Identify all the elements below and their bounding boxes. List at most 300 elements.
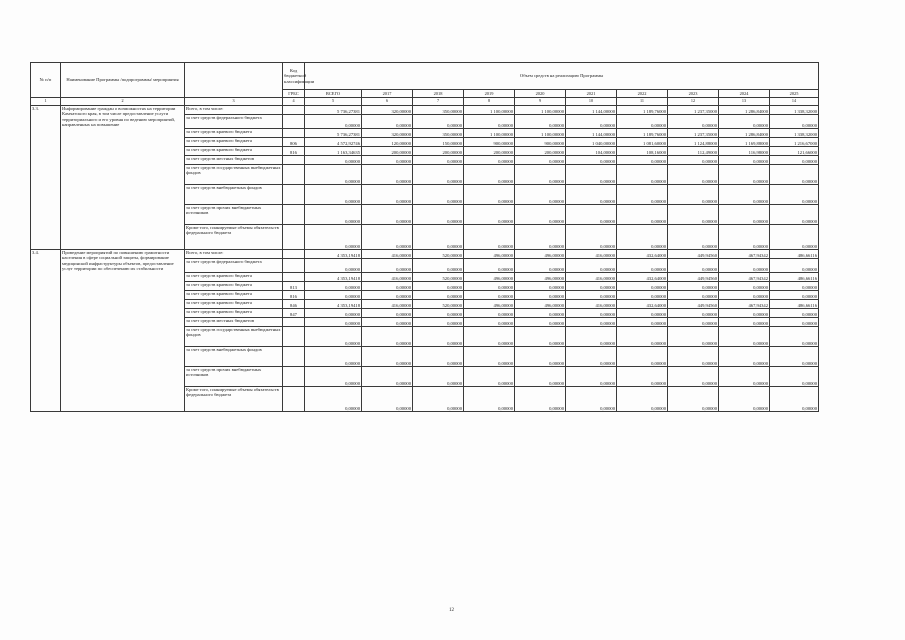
year-value-cell: 1 237,35000 — [668, 129, 719, 138]
header-num: № п/п — [31, 63, 61, 98]
year-value-cell: 0,00000 — [413, 156, 464, 165]
year-value-cell: 449,94560 — [668, 300, 719, 309]
year-value-cell: 0,00000 — [464, 259, 515, 273]
year-value-cell: 0,00000 — [617, 327, 668, 347]
year-value-cell: 1 286,84000 — [719, 106, 770, 115]
year-value-cell: 0,00000 — [719, 156, 770, 165]
year-value-cell: 200,00000 — [413, 147, 464, 156]
year-value-cell: 0,00000 — [515, 347, 566, 367]
year-value-cell: 0,00000 — [413, 115, 464, 129]
year-header: 2021 — [566, 90, 617, 98]
total-value-cell: 0,00000 — [305, 291, 362, 300]
year-value-cell: 0,00000 — [668, 347, 719, 367]
total-value-cell: 5 736,27381 — [305, 129, 362, 138]
year-value-cell: 200,00000 — [362, 147, 413, 156]
year-value-cell: 0,00000 — [515, 115, 566, 129]
year-value-cell: 0,00000 — [668, 387, 719, 412]
item-name: Проведение мероприятий по повышению грамотности населения в сфере социальной защиты, формирование медицинской инфраструктуры объектов, предоставление услуг территории по обеспечению их стабильности — [61, 250, 185, 412]
year-value-cell: 150,00000 — [413, 138, 464, 147]
total-value-cell: 0,00000 — [305, 165, 362, 185]
total-value-cell: 5 736,27381 — [305, 106, 362, 115]
year-value-cell: 0,00000 — [668, 205, 719, 225]
year-value-cell: 0,00000 — [464, 367, 515, 387]
year-value-cell: 0,00000 — [770, 225, 819, 250]
year-value-cell: 486,66116 — [770, 250, 819, 259]
year-value-cell: 0,00000 — [413, 205, 464, 225]
funding-source-label: Кроме того, планируемые объемы обязательств федерального бюджета — [185, 225, 283, 250]
year-value-cell: 0,00000 — [617, 291, 668, 300]
grbs-code — [283, 347, 305, 367]
year-value-cell: 0,00000 — [770, 347, 819, 367]
year-value-cell: 486,66116 — [770, 273, 819, 282]
grbs-code — [283, 156, 305, 165]
funding-source-label: за счет средств краевого бюджета — [185, 147, 283, 156]
year-value-cell: 0,00000 — [719, 367, 770, 387]
year-value-cell: 0,00000 — [362, 259, 413, 273]
year-value-cell: 496,00000 — [464, 273, 515, 282]
funding-source-label: за счет средств прочих внебюджетных источников — [185, 205, 283, 225]
year-value-cell: 1 100,00000 — [464, 106, 515, 115]
year-value-cell: 0,00000 — [566, 259, 617, 273]
year-value-cell: 0,00000 — [464, 347, 515, 367]
year-value-cell: 496,00000 — [515, 250, 566, 259]
year-value-cell: 0,00000 — [617, 259, 668, 273]
funding-source-label: за счет средств краевого бюджета — [185, 282, 283, 291]
year-value-cell: 0,00000 — [464, 185, 515, 205]
year-value-cell: 0,00000 — [770, 387, 819, 412]
year-value-cell: 0,00000 — [566, 309, 617, 318]
year-value-cell: 0,00000 — [515, 318, 566, 327]
funding-source-label: за счет средств краевого бюджета — [185, 273, 283, 282]
year-value-cell: 108,16000 — [617, 147, 668, 156]
year-value-cell: 0,00000 — [617, 185, 668, 205]
total-value-cell: 0,00000 — [305, 367, 362, 387]
column-index: 5 — [305, 98, 362, 106]
total-value-cell: 0,00000 — [305, 115, 362, 129]
year-value-cell: 0,00000 — [413, 291, 464, 300]
year-value-cell: 0,00000 — [617, 367, 668, 387]
column-index: 4 — [283, 98, 305, 106]
year-value-cell: 200,00000 — [464, 147, 515, 156]
year-value-cell: 416,00000 — [362, 300, 413, 309]
year-value-cell: 0,00000 — [362, 347, 413, 367]
year-value-cell: 0,00000 — [617, 347, 668, 367]
year-value-cell: 496,00000 — [464, 250, 515, 259]
year-value-cell: 0,00000 — [413, 282, 464, 291]
grbs-code — [283, 185, 305, 205]
year-value-cell: 0,00000 — [413, 327, 464, 347]
year-value-cell: 416,00000 — [566, 300, 617, 309]
year-value-cell: 0,00000 — [719, 185, 770, 205]
year-value-cell: 350,00000 — [413, 129, 464, 138]
column-index: 14 — [770, 98, 819, 106]
year-value-cell: 0,00000 — [362, 327, 413, 347]
year-value-cell: 0,00000 — [617, 165, 668, 185]
table-row — [31, 250, 819, 259]
year-value-cell: 0,00000 — [719, 165, 770, 185]
total-value-cell: 0,00000 — [305, 347, 362, 367]
year-value-cell: 0,00000 — [515, 225, 566, 250]
year-value-cell: 0,00000 — [719, 347, 770, 367]
year-value-cell: 0,00000 — [413, 259, 464, 273]
year-value-cell: 0,00000 — [515, 156, 566, 165]
year-value-cell: 1 100,00000 — [464, 129, 515, 138]
total-value-cell: 0,00000 — [305, 156, 362, 165]
table-body — [31, 106, 819, 412]
year-value-cell: 0,00000 — [515, 309, 566, 318]
year-value-cell: 112,49000 — [668, 147, 719, 156]
year-value-cell: 0,00000 — [668, 327, 719, 347]
year-value-cell: 432,64000 — [617, 250, 668, 259]
total-value-cell: 0,00000 — [305, 185, 362, 205]
year-header: 2024 — [719, 90, 770, 98]
page-number: 12 — [449, 608, 454, 613]
column-index: 8 — [464, 98, 515, 106]
year-value-cell: 200,00000 — [515, 147, 566, 156]
year-value-cell: 0,00000 — [668, 367, 719, 387]
year-value-cell: 467,94342 — [719, 273, 770, 282]
total-value-cell: 0,00000 — [305, 259, 362, 273]
year-value-cell: 486,66116 — [770, 300, 819, 309]
funding-source-label: за счет средств местных бюджетов — [185, 156, 283, 165]
year-value-cell: 104,00000 — [566, 147, 617, 156]
year-value-cell: 416,00000 — [566, 273, 617, 282]
grbs-code — [283, 165, 305, 185]
column-index: 9 — [515, 98, 566, 106]
grbs-code: 847 — [283, 309, 305, 318]
year-value-cell: 0,00000 — [413, 367, 464, 387]
year-value-cell: 0,00000 — [464, 309, 515, 318]
year-value-cell: 0,00000 — [515, 205, 566, 225]
year-value-cell: 0,00000 — [770, 259, 819, 273]
funding-source-label: за счет средств федерального бюджета — [185, 259, 283, 273]
funding-source-label: за счет средств федерального бюджета — [185, 115, 283, 129]
program-funding-table — [30, 62, 819, 412]
year-value-cell: 0,00000 — [362, 282, 413, 291]
year-value-cell: 0,00000 — [719, 259, 770, 273]
year-value-cell: 120,00000 — [362, 138, 413, 147]
year-value-cell: 0,00000 — [566, 327, 617, 347]
column-index: 13 — [719, 98, 770, 106]
year-value-cell: 0,00000 — [719, 387, 770, 412]
column-index: 1 — [31, 98, 61, 106]
grbs-code — [283, 129, 305, 138]
year-value-cell: 0,00000 — [464, 225, 515, 250]
total-value-cell: 4 572,92746 — [305, 138, 362, 147]
grbs-code — [283, 367, 305, 387]
year-value-cell: 0,00000 — [464, 205, 515, 225]
year-value-cell: 0,00000 — [413, 165, 464, 185]
header-row — [31, 63, 819, 90]
year-value-cell: 1 216,67000 — [770, 138, 819, 147]
year-value-cell: 0,00000 — [770, 282, 819, 291]
year-value-cell: 0,00000 — [464, 318, 515, 327]
year-value-cell: 416,00000 — [566, 250, 617, 259]
funding-source-label: Кроме того, планируемые объемы обязательств федерального бюджета — [185, 387, 283, 412]
funding-source-label: за счет средств краевого бюджета — [185, 291, 283, 300]
year-value-cell: 0,00000 — [464, 387, 515, 412]
year-value-cell: 496,00000 — [464, 300, 515, 309]
funding-source-label: за счет средств внебюджетных фондов — [185, 347, 283, 367]
year-header: 2023 — [668, 90, 719, 98]
year-value-cell: 0,00000 — [362, 156, 413, 165]
funding-source-label: за счет средств краевого бюджета — [185, 129, 283, 138]
year-value-cell: 0,00000 — [617, 156, 668, 165]
grbs-code — [283, 115, 305, 129]
year-value-cell: 0,00000 — [413, 185, 464, 205]
grbs-code — [283, 387, 305, 412]
year-value-cell: 416,00000 — [362, 250, 413, 259]
year-value-cell: 0,00000 — [362, 367, 413, 387]
item-number: 3.4. — [31, 250, 61, 412]
year-value-cell: 0,00000 — [617, 309, 668, 318]
year-value-cell: 0,00000 — [719, 309, 770, 318]
year-value-cell: 0,00000 — [413, 318, 464, 327]
year-value-cell: 1 144,00000 — [566, 129, 617, 138]
year-value-cell: 0,00000 — [668, 309, 719, 318]
funding-source-label: за счет средств местных бюджетов — [185, 318, 283, 327]
total-value-cell: 0,00000 — [305, 282, 362, 291]
year-value-cell: 0,00000 — [770, 185, 819, 205]
year-value-cell: 1 144,00000 — [566, 106, 617, 115]
year-value-cell: 0,00000 — [668, 282, 719, 291]
year-value-cell: 0,00000 — [770, 156, 819, 165]
header-name: Наименование Программы /подпрограммы/ мероприятия — [61, 63, 185, 98]
grbs-code: 816 — [283, 291, 305, 300]
year-value-cell: 0,00000 — [515, 282, 566, 291]
funding-source-label: за счет средств государственных внебюджетных фондов — [185, 327, 283, 347]
header-total: ВСЕГО — [305, 90, 362, 98]
table-row — [31, 106, 819, 115]
grbs-code: 813 — [283, 282, 305, 291]
grbs-code: 806 — [283, 138, 305, 147]
grbs-code — [283, 273, 305, 282]
index-row — [31, 98, 819, 106]
year-header: 2020 — [515, 90, 566, 98]
year-value-cell: 0,00000 — [719, 282, 770, 291]
year-value-cell: 1 040,00000 — [566, 138, 617, 147]
year-value-cell: 432,64000 — [617, 273, 668, 282]
year-value-cell: 449,94560 — [668, 273, 719, 282]
year-value-cell: 1 169,88000 — [719, 138, 770, 147]
year-value-cell: 496,00000 — [515, 300, 566, 309]
year-value-cell: 1 338,32000 — [770, 129, 819, 138]
year-value-cell: 0,00000 — [413, 309, 464, 318]
year-header: 2017 — [362, 90, 413, 98]
year-value-cell: 0,00000 — [362, 185, 413, 205]
year-value-cell: 0,00000 — [566, 318, 617, 327]
year-value-cell: 0,00000 — [566, 282, 617, 291]
year-value-cell: 520,00000 — [413, 300, 464, 309]
year-value-cell: 0,00000 — [362, 387, 413, 412]
total-value-cell: 0,00000 — [305, 318, 362, 327]
year-value-cell: 900,00000 — [464, 138, 515, 147]
year-value-cell: 320,00000 — [362, 106, 413, 115]
year-value-cell: 0,00000 — [770, 291, 819, 300]
header-volume: Объем средств на реализацию Программы — [305, 63, 819, 90]
year-value-cell: 0,00000 — [566, 115, 617, 129]
year-value-cell: 116,98000 — [719, 147, 770, 156]
funding-source-label: за счет средств краевого бюджета — [185, 300, 283, 309]
year-value-cell: 121,66000 — [770, 147, 819, 156]
year-value-cell: 449,94560 — [668, 250, 719, 259]
year-value-cell: 0,00000 — [515, 387, 566, 412]
total-value-cell: 4 353,19418 — [305, 300, 362, 309]
year-value-cell: 0,00000 — [413, 225, 464, 250]
year-value-cell: 0,00000 — [362, 205, 413, 225]
year-value-cell: 0,00000 — [770, 115, 819, 129]
total-value-cell: 0,00000 — [305, 309, 362, 318]
year-value-cell: 900,00000 — [515, 138, 566, 147]
funding-source-label: за счет средств государственных внебюджетных фондов — [185, 165, 283, 185]
year-value-cell: 0,00000 — [668, 165, 719, 185]
year-value-cell: 1 124,88000 — [668, 138, 719, 147]
year-value-cell: 0,00000 — [668, 259, 719, 273]
year-value-cell: 0,00000 — [566, 156, 617, 165]
year-value-cell: 0,00000 — [617, 387, 668, 412]
column-index: 7 — [413, 98, 464, 106]
total-value-cell: 0,00000 — [305, 387, 362, 412]
year-value-cell: 0,00000 — [464, 291, 515, 300]
grbs-code — [283, 205, 305, 225]
year-value-cell: 1 237,35000 — [668, 106, 719, 115]
funding-source-label: за счет средств краевого бюджета — [185, 138, 283, 147]
year-header: 2018 — [413, 90, 464, 98]
year-value-cell: 1 100,00000 — [515, 106, 566, 115]
year-value-cell: 0,00000 — [668, 115, 719, 129]
year-value-cell: 0,00000 — [515, 185, 566, 205]
year-value-cell: 0,00000 — [770, 309, 819, 318]
column-index: 3 — [185, 98, 283, 106]
year-value-cell: 0,00000 — [515, 327, 566, 347]
year-value-cell: 0,00000 — [617, 115, 668, 129]
year-value-cell: 0,00000 — [617, 282, 668, 291]
year-value-cell: 0,00000 — [362, 291, 413, 300]
year-value-cell: 0,00000 — [668, 291, 719, 300]
funding-source-label: за счет средств краевого бюджета — [185, 309, 283, 318]
year-value-cell: 1 100,00000 — [515, 129, 566, 138]
year-value-cell: 0,00000 — [719, 291, 770, 300]
column-index: 2 — [61, 98, 185, 106]
total-value-cell: 1 163,34635 — [305, 147, 362, 156]
year-value-cell: 1 189,76000 — [617, 129, 668, 138]
column-index: 6 — [362, 98, 413, 106]
total-value-cell: 4 353,19418 — [305, 273, 362, 282]
year-header: 2022 — [617, 90, 668, 98]
year-value-cell: 0,00000 — [464, 115, 515, 129]
year-value-cell: 0,00000 — [464, 282, 515, 291]
year-header: 2025 — [770, 90, 819, 98]
grbs-code: 846 — [283, 300, 305, 309]
year-value-cell: 0,00000 — [617, 205, 668, 225]
year-value-cell: 0,00000 — [668, 185, 719, 205]
year-value-cell: 0,00000 — [515, 367, 566, 387]
year-value-cell: 0,00000 — [413, 387, 464, 412]
header-code: Код бюджетной классификации — [283, 63, 305, 90]
funding-source-label: Всего, в том числе: — [185, 250, 283, 259]
year-value-cell: 0,00000 — [668, 225, 719, 250]
year-value-cell: 1 189,76000 — [617, 106, 668, 115]
year-value-cell: 0,00000 — [566, 291, 617, 300]
funding-source-label: за счет средств внебюджетных фондов — [185, 185, 283, 205]
year-value-cell: 0,00000 — [668, 318, 719, 327]
year-value-cell: 1 081,60000 — [617, 138, 668, 147]
total-value-cell: 4 353,19418 — [305, 250, 362, 259]
year-value-cell: 467,94342 — [719, 300, 770, 309]
total-value-cell: 0,00000 — [305, 205, 362, 225]
year-value-cell: 0,00000 — [719, 205, 770, 225]
year-value-cell: 0,00000 — [770, 327, 819, 347]
year-value-cell: 0,00000 — [566, 387, 617, 412]
year-value-cell: 0,00000 — [566, 165, 617, 185]
column-index: 10 — [566, 98, 617, 106]
year-value-cell: 0,00000 — [362, 115, 413, 129]
year-value-cell: 0,00000 — [362, 309, 413, 318]
year-value-cell: 1 286,84000 — [719, 129, 770, 138]
year-value-cell: 0,00000 — [770, 367, 819, 387]
grbs-code — [283, 225, 305, 250]
year-value-cell: 467,94342 — [719, 250, 770, 259]
funding-source-label: Всего, в том числе: — [185, 106, 283, 115]
year-value-cell: 0,00000 — [770, 165, 819, 185]
year-value-cell: 0,00000 — [566, 185, 617, 205]
year-value-cell: 0,00000 — [464, 156, 515, 165]
total-value-cell: 0,00000 — [305, 225, 362, 250]
funding-source-label: за счет средств прочих внебюджетных источников — [185, 367, 283, 387]
year-value-cell: 520,00000 — [413, 273, 464, 282]
year-value-cell: 0,00000 — [770, 205, 819, 225]
year-value-cell: 0,00000 — [719, 225, 770, 250]
year-value-cell: 432,64000 — [617, 300, 668, 309]
grbs-code — [283, 259, 305, 273]
year-value-cell: 0,00000 — [362, 165, 413, 185]
year-value-cell: 0,00000 — [413, 347, 464, 367]
year-value-cell: 0,00000 — [719, 318, 770, 327]
year-value-cell: 520,00000 — [413, 250, 464, 259]
year-value-cell: 0,00000 — [566, 205, 617, 225]
item-name: Информирование граждан о возможностях на территории Камчатского края, в том числе предоставление услуги территориального и его уровня по ведению мероприятий, направленных на повышение — [61, 106, 185, 250]
year-value-cell: 0,00000 — [770, 318, 819, 327]
year-header: 2019 — [464, 90, 515, 98]
year-value-cell: 1 338,32000 — [770, 106, 819, 115]
year-value-cell: 0,00000 — [515, 259, 566, 273]
year-value-cell: 0,00000 — [362, 225, 413, 250]
header-source — [185, 63, 283, 98]
year-value-cell: 320,00000 — [362, 129, 413, 138]
year-value-cell: 0,00000 — [566, 225, 617, 250]
grbs-code: 816 — [283, 147, 305, 156]
year-value-cell: 0,00000 — [566, 347, 617, 367]
year-value-cell: 0,00000 — [515, 291, 566, 300]
year-value-cell: 496,00000 — [515, 273, 566, 282]
grbs-code — [283, 250, 305, 259]
column-index: 12 — [668, 98, 719, 106]
year-value-cell: 0,00000 — [617, 225, 668, 250]
year-value-cell: 0,00000 — [464, 327, 515, 347]
year-value-cell: 0,00000 — [719, 327, 770, 347]
year-value-cell: 0,00000 — [719, 115, 770, 129]
year-value-cell: 0,00000 — [617, 318, 668, 327]
column-index: 11 — [617, 98, 668, 106]
header-grbs: ГРБС — [283, 90, 305, 98]
grbs-code — [283, 318, 305, 327]
year-value-cell: 350,00000 — [413, 106, 464, 115]
year-value-cell: 0,00000 — [566, 367, 617, 387]
year-value-cell: 416,00000 — [362, 273, 413, 282]
total-value-cell: 0,00000 — [305, 327, 362, 347]
grbs-code — [283, 106, 305, 115]
item-number: 3.3. — [31, 106, 61, 250]
